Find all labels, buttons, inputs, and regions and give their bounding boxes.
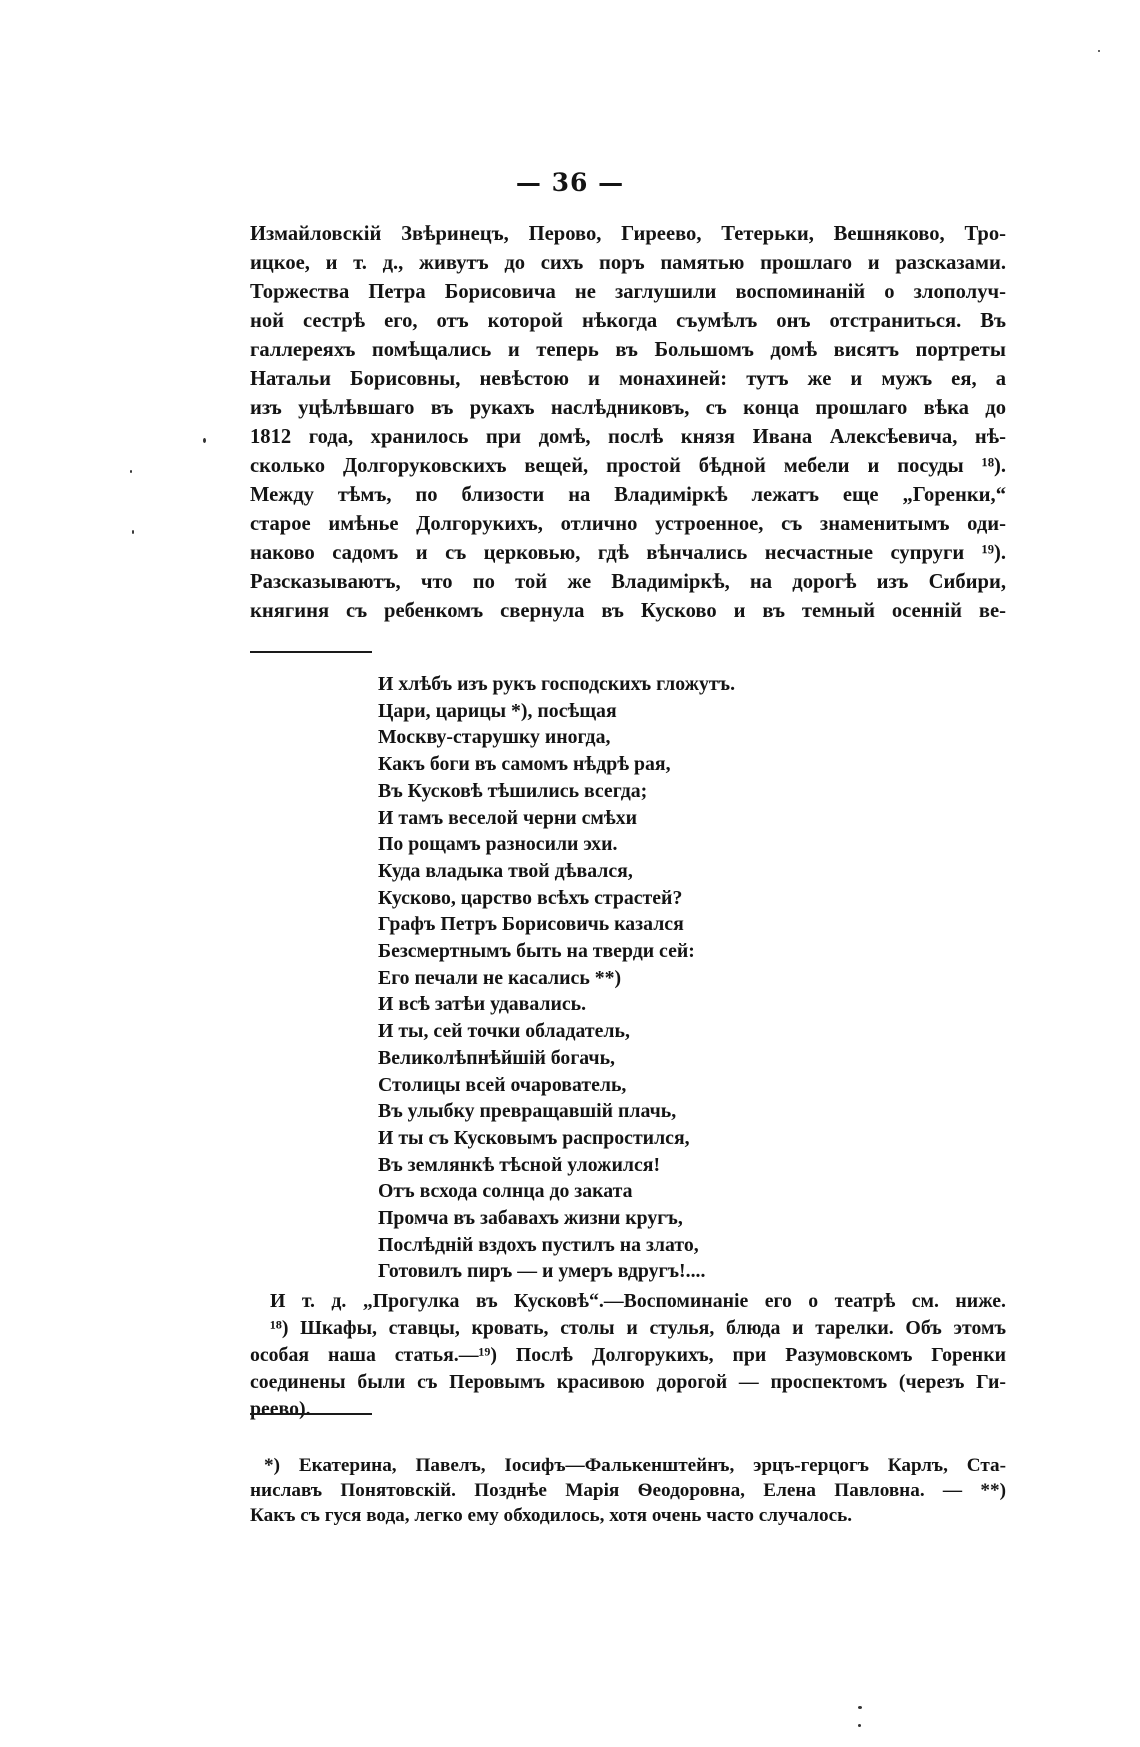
poem-line: Куда владыка твой дѣвался, [378,859,633,882]
endnotes [250,1288,1006,1423]
poem-line: Въ Кусковѣ тѣшились всегда; [378,779,648,802]
text-line: ной сестрѣ его, отъ которой нѣкогда съумѣлъ онъ отстраниться. Въ [250,310,1006,332]
poem-line: Графъ Петръ Борисовичь казался [378,913,684,936]
poem-line: Цари, царицы *), посѣщая [378,699,617,722]
footnote-separator-rule [250,651,372,653]
note-line: реево). [250,1398,311,1420]
footnote-separator-rule [250,1413,372,1415]
poem-line: Какъ боги въ самомъ нѣдрѣ рая, [378,753,671,776]
scan-speck [130,470,132,473]
poem-quotation [378,671,938,1285]
poem-line: И всѣ затѣи удавались. [378,993,587,1016]
text-line: Натальи Борисовны, невѣстою и монахиней: тутъ же и мужъ ея, а [250,368,1006,390]
note-line: ¹⁸) Шкафы, ставцы, кровать, столы и стулья, блюда и тарелки. Объ этомъ [270,1317,1006,1339]
poem-line: Готовилъ пиръ — и умеръ вдругъ!.... [378,1260,706,1283]
text-line: 1812 года, хранилось при домѣ, послѣ князя Ивана Алексѣевича, нѣ- [250,426,1006,448]
poem-line: И ты, сей точки обладатель, [378,1020,630,1043]
poem-line: Его печали не касались **) [378,966,622,989]
poem-line: По рощамъ разносили эхи. [378,833,618,856]
poem-line: Послѣдній вздохъ пустилъ на злато, [378,1233,699,1256]
footnotes [250,1453,1006,1528]
poem-line: Въ улыбку превращавшій плачь, [378,1100,677,1123]
note-line: особая наша статья.—¹⁹) Послѣ Долгорукихъ, при Разумовскомъ Горенки [250,1344,1006,1366]
text-line: Между тѣмъ, по близости на Владимiркѣ лежатъ еще „Горенки,“ [250,484,1006,506]
scan-speck [1098,50,1100,52]
main-text [250,220,1006,626]
text-line: изъ уцѣлѣвшаго въ рукахъ наслѣдниковъ, съ конца прошлаго вѣка до [250,397,1006,419]
poem-line: Промча въ забавахъ жизни кругъ, [378,1207,683,1230]
page-number: — 36 — [515,168,625,197]
scan-speck [132,530,134,534]
poem-line: И хлѣбъ изъ рукъ господскихъ гложутъ. [378,673,736,695]
text-line: Торжества Петра Борисовича не заглушили воспоминаній о злополуч- [250,281,1006,303]
scan-speck [858,1706,862,1709]
poem-line: Въ землянкѣ тѣсной уложился! [378,1153,661,1176]
text-line: галлереяхъ помѣщались и теперь въ Большомъ домѣ висятъ портреты [250,339,1006,361]
text-line: наково садомъ и съ церковью, гдѣ вѣнчались несчастные супруги ¹⁹). [250,542,1006,564]
text-line: княгиня съ ребенкомъ свернула въ Кусково и въ темный осенній ве- [250,600,1006,622]
note-line: соединены были съ Перовымъ красивою дорогой — проспектомъ (черезъ Ги- [250,1371,1006,1393]
poem-line: И тамъ веселой черни смѣхи [378,806,638,829]
poem-line: Москву-старушку иногда, [378,726,611,749]
poem-line: Столицы всей очарователь, [378,1073,627,1096]
scan-speck [203,438,206,443]
text-line: ицкое, и т. д., живутъ до сихъ поръ памятью прошлаго и разсказами. [250,252,1006,274]
poem-line: Великолѣпнѣйшій богачь, [378,1046,615,1069]
poem-line: Кусково, царство всѣхъ страстей? [378,886,683,909]
footnote-line: *) Екатерина, Павелъ, Іосифъ—Фалькенштейнъ, эрцъ-герцогъ Карлъ, Ста- [264,1455,1006,1476]
poem-line: Безсмертнымъ быть на тверди сей: [378,940,695,963]
text-line: Измайловскій Звѣринецъ, Перово, Гиреево, Тетерьки, Вешняково, Тро- [250,223,1006,245]
poem-line: Отъ всхода солнца до заката [378,1180,633,1203]
footnote-line: Какъ съ гуся вода, легко ему обходилось, хотя очень часто случалось. [250,1505,853,1526]
text-line: Разсказываютъ, что по той же Владимiркѣ, на дорогѣ изъ Сибири, [250,571,1006,593]
poem-line: И ты съ Кусковымъ распростился, [378,1126,690,1149]
text-line: сколько Долгоруковскихъ вещей, простой бѣдной мебели и посуды ¹⁸). [250,455,1006,477]
footnote-line: ниславъ Понятовскій. Позднѣе Марія Ѳеодоровна, Елена Павловна. — **) [250,1480,1006,1501]
scan-speck [858,1724,861,1727]
note-line: И т. д. „Прогулка въ Кусковѣ“.—Воспоминаніе его о театрѣ см. ниже. [270,1290,1006,1312]
text-line: старое имѣнье Долгорукихъ, отлично устроенное, съ знаменитымъ оди- [250,513,1006,535]
